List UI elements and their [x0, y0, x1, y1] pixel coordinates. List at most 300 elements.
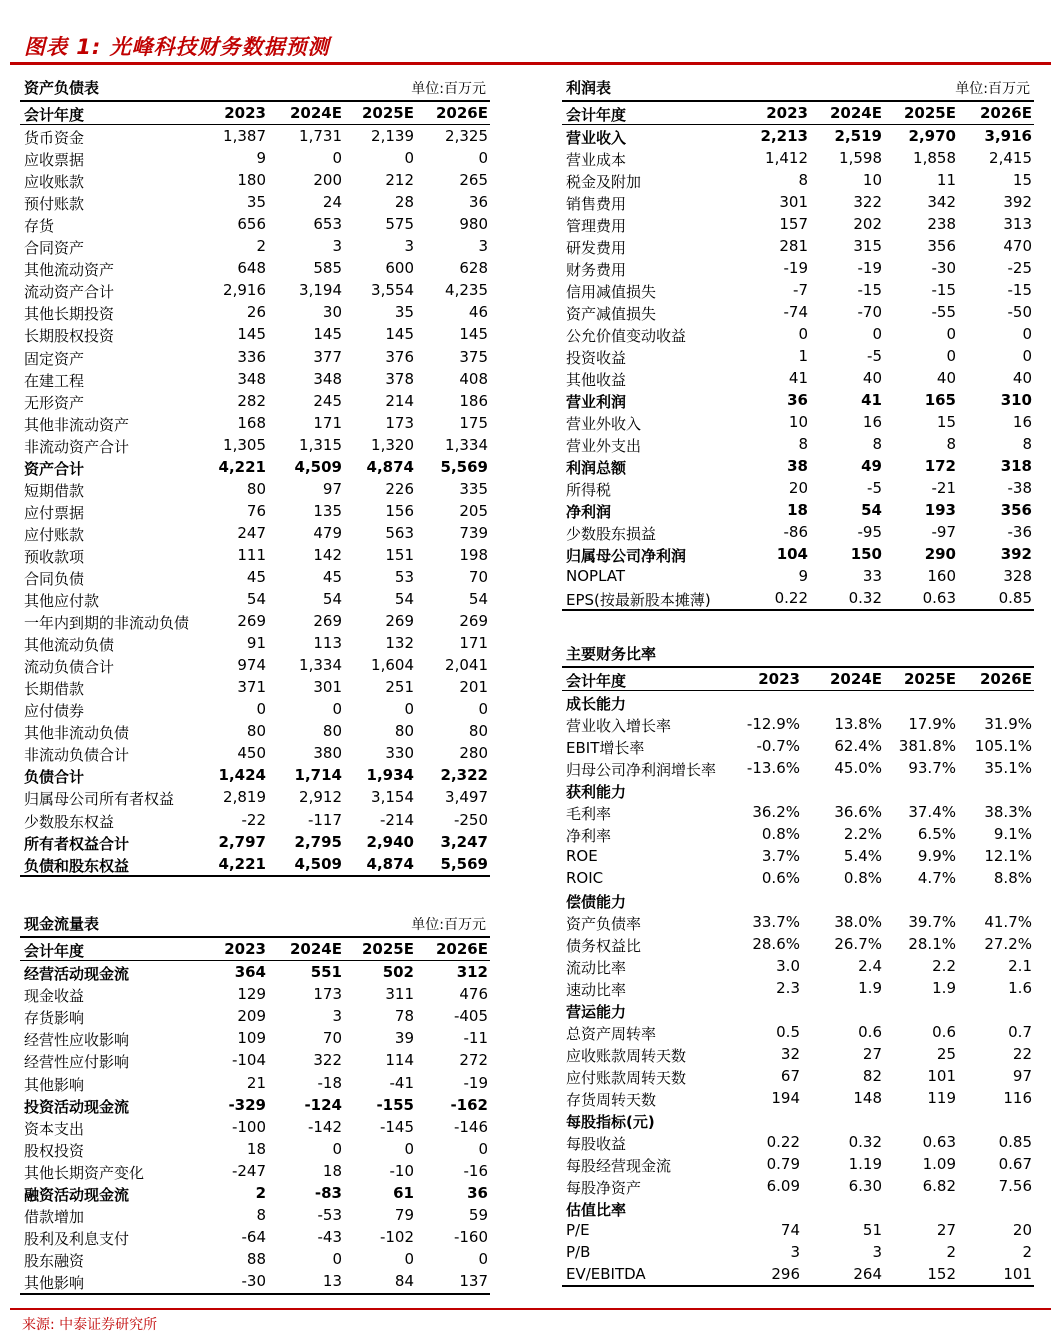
cash-flow-row-label: 经营活动现金流: [24, 965, 130, 984]
balance-sheet-row-value-4: 201: [459, 678, 488, 697]
balance-sheet-row-value-4: 5,569: [440, 457, 488, 476]
ratios-row-value-2: 27: [862, 1045, 882, 1063]
cash-flow-row-value-4: 36: [467, 1184, 488, 1203]
balance-sheet-row-label: 长期借款: [24, 680, 85, 699]
balance-sheet-row-value-3: -214: [379, 810, 414, 829]
balance-sheet-row-value-2: 24: [322, 193, 342, 212]
balance-sheet-row: [20, 698, 490, 720]
balance-sheet-row-value-4: 145: [459, 325, 488, 344]
ratios-row-label: EV/EBITDA: [566, 1265, 646, 1283]
cash-flow-row-value-2: 13: [322, 1272, 342, 1291]
income-statement-header-row-label: 会计年度: [566, 106, 627, 124]
balance-sheet-row-value-1: 2,819: [223, 788, 266, 807]
income-statement-row-value-2: 322: [853, 193, 882, 211]
ratios-row-value-4: 31.9%: [984, 715, 1032, 733]
cash-flow-row-value-2: 18: [322, 1161, 342, 1180]
cash-flow-row-value-1: 129: [237, 985, 266, 1004]
income-statement-row-value-4: 40: [1012, 369, 1032, 387]
income-statement-row-label: 营业外收入: [566, 415, 642, 433]
balance-sheet-row: [20, 213, 490, 235]
balance-sheet-row-value-3: 4,874: [366, 457, 414, 476]
income-statement-row-label: 管理费用: [566, 217, 627, 235]
balance-sheet-row-value-3: 80: [394, 722, 414, 741]
balance-sheet-row: [20, 632, 490, 654]
income-statement-row-value-1: 1,412: [765, 149, 808, 167]
ratios-header-row-value-4: 2026E: [980, 670, 1032, 688]
cash-flow-row-value-4: -16: [463, 1161, 488, 1180]
cash-flow-row-value-2: 0: [332, 1139, 342, 1158]
income-statement-row-value-2: 0.32: [848, 589, 882, 607]
income-statement-row-label: 少数股东损益: [566, 525, 657, 543]
income-statement-row: [562, 301, 1034, 323]
income-statement-row-value-4: 392: [1000, 545, 1032, 563]
ratios-row-value-3: 6.5%: [917, 825, 956, 843]
balance-sheet-row-label: 长期股权投资: [24, 327, 115, 346]
balance-sheet-row-value-2: 1,315: [299, 435, 342, 454]
income-statement-row-value-3: 290: [924, 545, 956, 563]
balance-sheet-row-label: 应付账款: [24, 525, 85, 544]
ratios-row-value-2: 5.4%: [843, 847, 882, 865]
income-statement-row-label: 营业成本: [566, 151, 627, 169]
ratios-row-value-4: 38.3%: [984, 803, 1032, 821]
income-statement-row-value-3: 8: [946, 435, 956, 453]
balance-sheet-row-label: 负债合计: [24, 768, 85, 787]
balance-sheet-row-value-3: 54: [394, 590, 414, 609]
balance-sheet-row-value-1: 2: [256, 237, 266, 256]
balance-sheet-row-value-2: 301: [313, 678, 342, 697]
balance-sheet-row-value-2: 4,509: [294, 854, 342, 873]
balance-sheet-row: [20, 610, 490, 632]
income-statement-row-label: 财务费用: [566, 261, 627, 279]
figure-title: 图表 1: 光峰科技财务数据预测: [24, 35, 330, 59]
cash-flow-row-value-4: -162: [450, 1095, 488, 1114]
cash-flow-row-label: 股东融资: [24, 1252, 85, 1271]
balance-sheet-row: [20, 279, 490, 301]
ratios-row-value-1: 3.7%: [761, 847, 800, 865]
balance-sheet-row: [20, 742, 490, 764]
balance-sheet-row-value-2: 4,509: [294, 457, 342, 476]
balance-sheet-row-value-1: 348: [237, 369, 266, 388]
source-note: 来源: 中泰证券研究所: [22, 1317, 158, 1333]
income-statement-row: [562, 389, 1034, 411]
ratios-row-value-4: 116: [1003, 1089, 1032, 1107]
income-statement-row: [562, 125, 1034, 147]
balance-sheet-row-value-4: 1,334: [445, 435, 488, 454]
income-statement-row-value-4: 356: [1000, 501, 1032, 519]
ratios-row-value-4: 7.56: [998, 1177, 1032, 1195]
ratios-row: [562, 1109, 1034, 1131]
balance-sheet-row-value-4: 408: [459, 369, 488, 388]
income-statement-row: [562, 191, 1034, 213]
income-statement-row-value-2: 49: [861, 457, 882, 475]
balance-sheet-row-value-2: 145: [313, 325, 342, 344]
balance-sheet-row-label: 存货: [24, 217, 55, 236]
ratios-row-value-3: 93.7%: [908, 759, 956, 777]
ratios-row-value-2: 0.6: [858, 1023, 882, 1041]
ratios-row-value-1: -12.9%: [746, 715, 800, 733]
income-statement-row-value-1: 281: [779, 237, 808, 255]
balance-sheet-row-value-1: 168: [237, 413, 266, 432]
cash-flow-row-value-4: 59: [468, 1206, 488, 1225]
ratios-row-value-1: -13.6%: [746, 759, 800, 777]
cash-flow-row-value-2: 551: [310, 963, 342, 982]
balance-sheet-row-label: 货币资金: [24, 129, 85, 148]
ratios-row-label: 归母公司净利润增长率: [566, 761, 717, 779]
ratios-header-row-label: 会计年度: [566, 672, 627, 690]
income-statement-row-label: NOPLAT: [566, 567, 626, 585]
ratios-row-value-1: 74: [780, 1221, 800, 1239]
balance-sheet-row-value-1: 111: [237, 545, 266, 564]
balance-sheet-row-value-3: 1,320: [371, 435, 414, 454]
ratios-row-value-2: 45.0%: [834, 759, 882, 777]
balance-sheet-row-label: 固定资产: [24, 349, 85, 368]
ratios-row-value-4: 27.2%: [984, 935, 1032, 953]
balance-sheet-row-value-3: 563: [385, 523, 414, 542]
cash-flow-row-value-3: 0: [404, 1139, 414, 1158]
cash-flow-header-row: [20, 938, 490, 961]
cash-flow-row: [20, 1072, 490, 1094]
balance-sheet-row-value-4: 36: [468, 193, 488, 212]
income-statement-header-row-value-3: 2025E: [904, 104, 956, 122]
ratios-row-value-3: 381.8%: [898, 737, 956, 755]
cash-flow-row-value-4: -146: [453, 1117, 488, 1136]
cash-flow-row-value-3: -102: [379, 1228, 414, 1247]
income-statement-row-value-2: 16: [862, 413, 882, 431]
cash-flow-row-value-1: -100: [231, 1117, 266, 1136]
cash-flow-row-value-3: 114: [385, 1051, 414, 1070]
ratios-row-label: 净利率: [566, 827, 612, 845]
income-statement-row-value-2: 1,598: [839, 149, 882, 167]
ratios-row-value-1: 2.3: [776, 979, 800, 997]
balance-sheet-row-value-1: 54: [246, 590, 266, 609]
balance-sheet-row-value-4: 269: [459, 612, 488, 631]
ratios-row-value-1: 3.0: [776, 957, 800, 975]
balance-sheet-row: [20, 654, 490, 676]
balance-sheet-row-value-1: 450: [237, 744, 266, 763]
balance-sheet-row-value-3: 3,154: [371, 788, 414, 807]
ratios-row: [562, 757, 1034, 779]
cash-flow-header-row-value-4: 2026E: [436, 940, 488, 958]
income-statement-row-value-4: 328: [1003, 567, 1032, 585]
balance-sheet-row-value-2: 2,912: [299, 788, 342, 807]
cash-flow-row-label: 融资活动现金流: [24, 1186, 130, 1205]
cash-flow-row: [20, 1226, 490, 1248]
balance-sheet-row-value-3: 2,139: [371, 127, 414, 146]
income-statement-row: [562, 499, 1034, 521]
ratios-row-value-2: 51: [862, 1221, 882, 1239]
ratios-row: [562, 845, 1034, 867]
cash-flow-row-value-1: 364: [234, 963, 266, 982]
balance-sheet-row-value-2: 30: [322, 303, 342, 322]
ratios-row-label: 每股指标(元): [566, 1113, 655, 1131]
ratios-row-value-1: 296: [771, 1265, 800, 1283]
balance-sheet-row: [20, 500, 490, 522]
balance-sheet-row-value-3: 2,940: [366, 832, 414, 851]
balance-sheet-row-value-3: 28: [394, 193, 414, 212]
cash-flow-row: [20, 1182, 490, 1204]
balance-sheet-row-value-4: 3: [478, 237, 488, 256]
balance-sheet-row-value-1: 282: [237, 391, 266, 410]
ratios-row-value-3: 0.63: [922, 1133, 956, 1151]
cash-flow-row-value-2: 173: [313, 985, 342, 1004]
cash-flow-row-label: 其他长期资产变化: [24, 1163, 145, 1182]
balance-sheet-row-value-4: 375: [459, 347, 488, 366]
ratios-row-value-4: 97: [1012, 1067, 1032, 1085]
ratios-row-value-3: 101: [927, 1067, 956, 1085]
cash-flow-row-value-4: -19: [463, 1073, 488, 1092]
cash-flow-row-label: 其他影响: [24, 1075, 85, 1094]
ratios-row-value-2: 36.6%: [834, 803, 882, 821]
ratios-row: [562, 1153, 1034, 1175]
ratios-row-label: 每股净资产: [566, 1179, 642, 1197]
income-statement-row-value-3: 15: [936, 413, 956, 431]
ratios-row-label: 应付账款周转天数: [566, 1069, 687, 1087]
balance-sheet-row-value-3: 0: [404, 700, 414, 719]
balance-sheet-row-value-1: 4,221: [218, 854, 266, 873]
income-statement-row-value-3: 40: [936, 369, 956, 387]
income-statement-row: [562, 367, 1034, 389]
ratios-row-value-2: 264: [853, 1265, 882, 1283]
balance-sheet-row: [20, 478, 490, 500]
balance-sheet-row: [20, 809, 490, 831]
income-statement-heading: [562, 78, 1034, 102]
income-statement-row-value-2: 8: [872, 435, 882, 453]
income-statement-row-label: 投资收益: [566, 349, 627, 367]
balance-sheet-row-value-2: 1,334: [299, 656, 342, 675]
income-statement-row-value-2: 202: [853, 215, 882, 233]
income-statement-row-value-3: -15: [931, 281, 956, 299]
income-statement-row-label: 研发费用: [566, 239, 627, 257]
ratios-row-label: 毛利率: [566, 805, 612, 823]
ratios-row-value-3: 1.9: [932, 979, 956, 997]
balance-sheet-row-value-3: 132: [385, 634, 414, 653]
balance-sheet-row-value-1: 974: [237, 656, 266, 675]
balance-sheet-title: 资产负债表: [24, 79, 100, 97]
balance-sheet-row-value-1: 26: [246, 303, 266, 322]
balance-sheet-row-value-2: -117: [307, 810, 342, 829]
ratios-row-value-4: 22: [1012, 1045, 1032, 1063]
balance-sheet-row-value-3: 575: [385, 215, 414, 234]
income-statement-row-label: 信用减值损失: [566, 283, 657, 301]
balance-sheet-row-value-3: 145: [385, 325, 414, 344]
ratios-row-value-4: 9.1%: [993, 825, 1032, 843]
income-statement-row-label: 净利润: [566, 503, 612, 521]
balance-sheet-row-value-4: 739: [459, 523, 488, 542]
balance-sheet-row-label: 无形资产: [24, 393, 85, 412]
balance-sheet-row: [20, 257, 490, 279]
balance-sheet-row-value-3: 1,604: [371, 656, 414, 675]
income-statement-row-value-4: 310: [1000, 391, 1032, 409]
ratios-row-label: ROE: [566, 847, 598, 865]
balance-sheet-row-value-1: 371: [237, 678, 266, 697]
balance-sheet-row-value-4: 2,325: [445, 127, 488, 146]
balance-sheet-row-value-4: 205: [459, 501, 488, 520]
figure-title-bar: [10, 22, 1051, 65]
ratios-row-value-1: 36.2%: [752, 803, 800, 821]
cash-flow-row: [20, 1138, 490, 1160]
balance-sheet-row-value-1: 9: [256, 149, 266, 168]
ratios-row-value-4: 35.1%: [984, 759, 1032, 777]
cash-flow-row-label: 股权投资: [24, 1141, 85, 1160]
income-statement-row: [562, 565, 1034, 587]
balance-sheet-row-value-2: 3: [332, 237, 342, 256]
ratios-row: [562, 911, 1034, 933]
balance-sheet-row-value-2: 377: [313, 347, 342, 366]
ratios-row-label: 估值比率: [566, 1201, 627, 1219]
ratios-row: [562, 1241, 1034, 1263]
balance-sheet-row-value-2: 0: [332, 149, 342, 168]
income-statement-row-value-4: 3,916: [984, 127, 1032, 145]
cash-flow-row-label: 存货影响: [24, 1009, 85, 1028]
ratios-row: [562, 1043, 1034, 1065]
cash-flow-row-value-4: 0: [478, 1139, 488, 1158]
income-statement-row-value-4: 0: [1022, 347, 1032, 365]
balance-sheet-row-value-4: 265: [459, 171, 488, 190]
income-statement-row: [562, 279, 1034, 301]
cash-flow-row-value-2: -124: [304, 1095, 342, 1114]
income-statement-row-label: 销售费用: [566, 195, 627, 213]
income-statement-row: [562, 455, 1034, 477]
balance-sheet-row-label: 短期借款: [24, 481, 85, 500]
balance-sheet-row-value-3: 173: [385, 413, 414, 432]
ratios-row-value-3: 119: [927, 1089, 956, 1107]
income-statement-row-value-1: 104: [776, 545, 808, 563]
ratios-row-value-1: 0.6%: [761, 869, 800, 887]
income-statement-row-value-4: 470: [1003, 237, 1032, 255]
ratios-row-value-3: 2.2: [932, 957, 956, 975]
income-statement-row-value-1: -7: [793, 281, 808, 299]
balance-sheet-row-value-1: 76: [246, 501, 266, 520]
ratios-row-value-2: 13.8%: [834, 715, 882, 733]
income-statement-row: [562, 477, 1034, 499]
cash-flow-row-value-3: 61: [393, 1184, 414, 1203]
income-statement-row-value-2: -70: [857, 303, 882, 321]
ratios-row-label: ROIC: [566, 869, 604, 887]
ratios-row-value-3: 17.9%: [908, 715, 956, 733]
income-statement-row-value-2: 0: [872, 325, 882, 343]
ratios-row-label: 每股收益: [566, 1135, 627, 1153]
ratios-row-value-3: 4.7%: [917, 869, 956, 887]
cash-flow-row-value-2: 0: [332, 1250, 342, 1269]
cash-flow-row-value-2: 3: [332, 1007, 342, 1026]
cash-flow-row: [20, 983, 490, 1005]
income-statement-row-value-3: 165: [924, 391, 956, 409]
cash-flow-row-label: 资本支出: [24, 1119, 85, 1138]
balance-sheet-row-value-1: -22: [241, 810, 266, 829]
balance-sheet-row-label: 归属母公司所有者权益: [24, 790, 175, 809]
income-statement-row-value-4: 318: [1000, 457, 1032, 475]
income-statement-row: [562, 147, 1034, 169]
income-statement-row-value-1: 10: [788, 413, 808, 431]
balance-sheet-row-label: 其他长期投资: [24, 305, 115, 324]
income-statement-row-value-2: 40: [862, 369, 882, 387]
balance-sheet-row-value-1: 35: [246, 193, 266, 212]
balance-sheet-row-value-4: 46: [468, 303, 488, 322]
ratios-row-value-2: 6.30: [848, 1177, 882, 1195]
ratios-row-value-1: 0.22: [766, 1133, 800, 1151]
cash-flow-heading: [20, 914, 490, 938]
balance-sheet-row-label: 应付债券: [24, 702, 85, 721]
balance-sheet-row-value-3: 3,554: [371, 281, 414, 300]
income-statement-row-value-1: 20: [788, 479, 808, 497]
ratios-row: [562, 713, 1034, 735]
balance-sheet-row-value-4: 3,247: [440, 832, 488, 851]
cash-flow-row-value-2: -18: [317, 1073, 342, 1092]
ratios-row-value-1: 0.8%: [761, 825, 800, 843]
cash-flow-row-value-1: -329: [228, 1095, 266, 1114]
cash-flow-header-row-value-3: 2025E: [362, 940, 414, 958]
income-statement-row-value-2: -5: [867, 479, 882, 497]
balance-sheet-row-label: 非流动资产合计: [24, 437, 130, 456]
ratios-header-row: [562, 668, 1034, 691]
cash-flow-row-value-3: -155: [376, 1095, 414, 1114]
income-statement-row-label: 归属母公司净利润: [566, 547, 687, 565]
ratios-header-row-value-3: 2025E: [904, 670, 956, 688]
income-statement-row-value-2: -19: [857, 259, 882, 277]
cash-flow-row-value-3: 0: [404, 1250, 414, 1269]
income-statement-header-row: [562, 102, 1034, 125]
balance-sheet-row-value-3: 3: [404, 237, 414, 256]
income-statement-row-label: 营业收入: [566, 129, 627, 147]
balance-sheet-row-value-1: 1,305: [223, 435, 266, 454]
balance-sheet-row-value-3: 330: [385, 744, 414, 763]
income-statement-row-value-1: 41: [788, 369, 808, 387]
balance-sheet-row-value-3: 151: [385, 545, 414, 564]
cash-flow-row-value-2: -43: [317, 1228, 342, 1247]
balance-sheet-row-value-1: 336: [237, 347, 266, 366]
balance-sheet-row-value-4: 2,322: [440, 766, 488, 785]
balance-sheet-row-label: 其他非流动负债: [24, 724, 130, 743]
income-statement-row-value-1: 9: [798, 567, 808, 585]
ratios-row-value-3: 152: [927, 1265, 956, 1283]
cash-flow-row-value-3: 79: [394, 1206, 414, 1225]
balance-sheet-row-label: 应收账款: [24, 173, 85, 192]
balance-sheet-row: [20, 412, 490, 434]
cash-flow-row-value-1: -104: [231, 1051, 266, 1070]
balance-sheet-row-value-2: 3,194: [299, 281, 342, 300]
balance-sheet-row: [20, 390, 490, 412]
income-statement-row-value-1: -19: [783, 259, 808, 277]
ratios-row-value-4: 20: [1012, 1221, 1032, 1239]
income-statement-row-value-4: 16: [1012, 413, 1032, 431]
income-statement-row-value-3: -30: [931, 259, 956, 277]
balance-sheet-header-row-label: 会计年度: [24, 106, 85, 124]
cash-flow-row: [20, 1094, 490, 1116]
balance-sheet-row-value-2: 200: [313, 171, 342, 190]
ratios-row-value-2: 62.4%: [834, 737, 882, 755]
balance-sheet-row-label: 非流动负债合计: [24, 746, 130, 765]
income-statement-row-value-4: -50: [1007, 303, 1032, 321]
cash-flow-row-value-3: 39: [394, 1029, 414, 1048]
balance-sheet-row-value-3: 600: [385, 259, 414, 278]
ratios-row-label: P/B: [566, 1243, 591, 1261]
balance-sheet-row-value-2: 479: [313, 523, 342, 542]
balance-sheet-row-value-3: 378: [385, 369, 414, 388]
income-statement-row-value-1: 36: [787, 391, 808, 409]
cash-flow-row-label: 股利及利息支付: [24, 1230, 130, 1249]
balance-sheet-row-value-1: 269: [237, 612, 266, 631]
income-statement-row-value-4: -25: [1007, 259, 1032, 277]
income-statement-unit: 单位:百万元: [955, 81, 1030, 97]
balance-sheet-row-value-1: 91: [246, 634, 266, 653]
ratios-row-value-1: 67: [780, 1067, 800, 1085]
ratios-row-value-4: 2.1: [1008, 957, 1032, 975]
balance-sheet-row-value-2: 585: [313, 259, 342, 278]
balance-sheet-row-value-2: 1,714: [294, 766, 342, 785]
cash-flow-row-value-4: 0: [478, 1250, 488, 1269]
cash-flow-row-value-1: 8: [256, 1206, 266, 1225]
cash-flow-row-value-3: 502: [382, 963, 414, 982]
